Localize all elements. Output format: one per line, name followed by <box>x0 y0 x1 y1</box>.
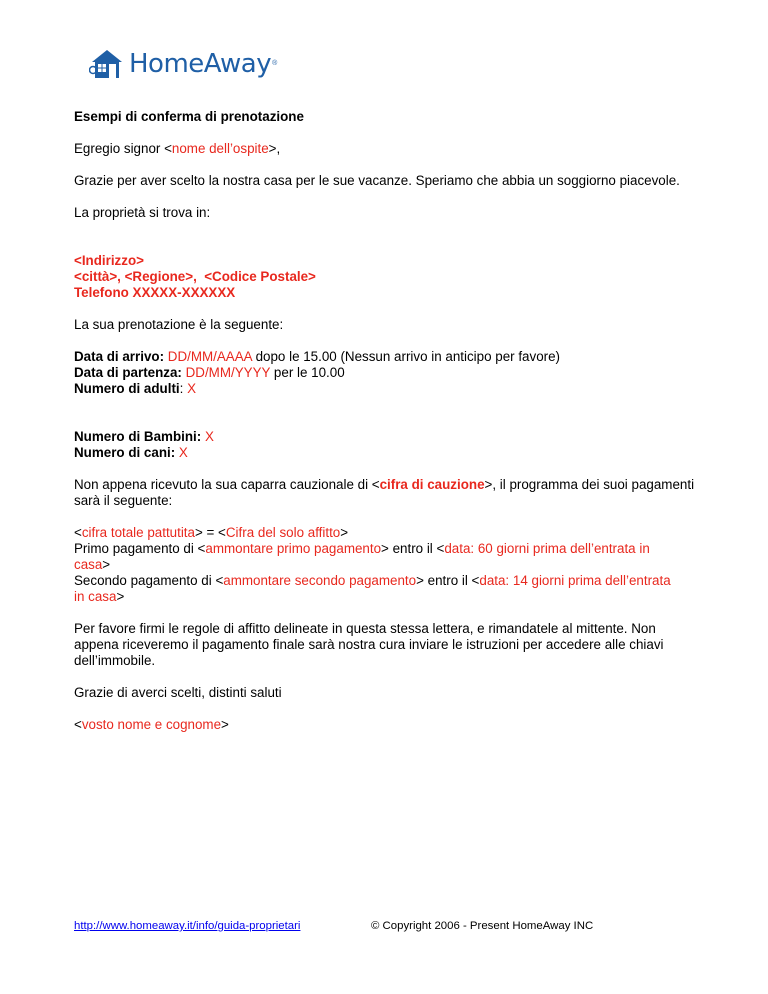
homeaway-logo <box>89 46 277 82</box>
total-placeholder: cifra totale pattutita <box>81 525 195 540</box>
thanks-paragraph: Grazie per aver scelto la nostra casa per le sue vacanze. Speriamo che abbia un soggiorno piacevole. <box>74 173 680 188</box>
children-placeholder: X <box>204 429 214 444</box>
footer-link[interactable]: http://www.homeaway.it/info/guida-proprietari <box>74 920 301 932</box>
location-intro: La proprietà si trova in: <box>74 205 211 220</box>
arrival-row: Data di arrivo: DD/MM/AAAA dopo le 15.00 (Nessun arrivo in anticipo per favore) <box>74 349 561 364</box>
dogs-row: Numero di cani: X <box>74 445 188 460</box>
first-payment-row: Primo pagamento di <ammontare primo pagamento> entro il <data: 60 giorni prima dell’entrata in casa> <box>74 541 650 572</box>
booking-details <box>74 349 704 397</box>
adults-row: Numero di adulti: X <box>74 381 197 396</box>
house-icon <box>89 46 125 82</box>
dogs-placeholder: X <box>178 445 188 460</box>
second-amount-placeholder: ammontare secondo pagamento <box>223 573 417 588</box>
departure-row: Data di partenza: DD/MM/YYYY per le 10.00 <box>74 365 345 380</box>
deposit-amount-placeholder: cifra di cauzione <box>379 477 485 492</box>
second-payment-row: Secondo pagamento di <ammontare secondo pagamento> entro il <data: 14 giorni prima dell’entrata in casa> <box>74 573 671 604</box>
deposit-paragraph: Non appena ricevuto la sua caparra cauzionale di <cifra di cauzione>, il programma dei suoi pagamenti sarà il seguente: <box>74 477 695 508</box>
address-phone: Telefono XXXXX-XXXXXX <box>74 285 236 300</box>
address-block <box>74 253 704 301</box>
address-line-1: <Indirizzo> <box>74 253 144 268</box>
arrival-date-placeholder: DD/MM/AAAA <box>167 349 252 364</box>
guests-details <box>74 429 704 461</box>
letter-body <box>74 109 704 733</box>
guest-name-placeholder: nome dell’ospite <box>171 141 269 156</box>
adults-placeholder: X <box>187 381 197 396</box>
letter-heading: Esempi di conferma di prenotazione <box>74 109 304 124</box>
total-row: <cifra totale pattutita> = <Cifra del solo affitto> <box>74 525 349 540</box>
payment-schedule <box>74 525 704 605</box>
address-line-2: <città>, <Regione>, <Codice Postale> <box>74 269 316 284</box>
first-amount-placeholder: ammontare primo pagamento <box>205 541 382 556</box>
logo-wordmark: HomeAway <box>129 49 272 79</box>
rules-paragraph: Per favore firmi le regole di affitto delineate in questa stessa lettera, e rimandatele al mittente. Non appena riceveremo il pagamento finale sarà nostra cura inviare le istruzioni per accedere alle chiavi dell’immobile. <box>74 621 664 668</box>
registered-mark: ® <box>272 60 278 67</box>
first-date-placeholder: data: 60 giorni prima dell’entrata in casa <box>74 541 650 572</box>
closing-line: Grazie di averci scelti, distinti saluti <box>74 685 282 700</box>
departure-date-placeholder: DD/MM/YYYY <box>185 365 271 380</box>
signature-placeholder: vosto nome e cognome <box>81 717 222 732</box>
children-row: Numero di Bambini: X <box>74 429 214 444</box>
greeting: Egregio signor <nome dell’ospite>, <box>74 141 281 156</box>
rent-placeholder: Cifra del solo affitto <box>225 525 341 540</box>
signature: <vosto nome e cognome> <box>74 717 229 732</box>
booking-intro: La sua prenotazione è la seguente: <box>74 317 284 332</box>
footer-copyright: © Copyright 2006 - Present HomeAway INC <box>371 920 594 932</box>
second-date-placeholder: data: 14 giorni prima dell’entrata in casa <box>74 573 671 604</box>
